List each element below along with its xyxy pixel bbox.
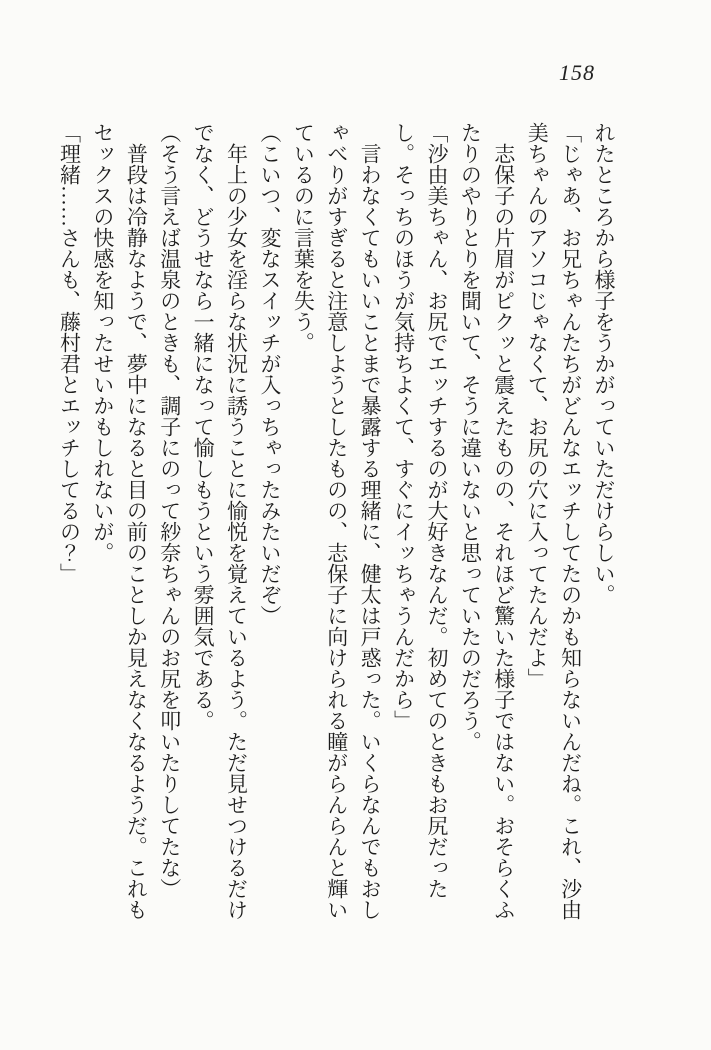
paragraph-narration: 年上の少女を淫らな状況に誘うことに愉悦を覚えているよう。ただ見せつけるだけでなく、どうせなら一緒になって愉しもうという雰囲気である。 [191, 122, 249, 920]
paragraph-dialogue: 「沙由美ちゃん、お尻でエッチするのが大好きなんだ。初めてのときもお尻だったし。そっちのほうが気持ちよくて、すぐにイッちゃうんだから」 [391, 122, 449, 899]
page-number: 158 [559, 60, 595, 85]
paragraph-narration: 志保子の片眉がピクッと震えたものの、それほど驚いた様子ではない。おそらくふたりのやりとりを聞いて、そうに違いないと思っていたのだろう。 [458, 122, 516, 920]
paragraph-inner-thought: （こいつ、変なスイッチが入っちゃったみたいだぞ） [257, 122, 282, 626]
paragraph-narration: 言わなくてもいいことまで暴露する理緒に、健太は戸惑った。いくらなんでもおしゃべりがすぎると注意しようとしたものの、志保子に向けられる瞳がらんらんと輝いているのに言葉を失う。 [291, 122, 383, 920]
paragraph-dialogue: 「じゃあ、お兄ちゃんたちがどんなエッチしてたのかも知らないんだね。これ、沙由美ちゃんのアソコじゃなくて、お尻の穴に入ってたんだよ」 [525, 122, 583, 920]
paragraph-dialogue: 「理緒……さんも、藤村君とエッチしてるの？」 [57, 122, 82, 584]
paragraph-narration: 普段は冷静なようで、夢中になると目の前のことしか見えなくなるようだ。これもセックスの快感を知ったせいかもしれないが。 [90, 122, 149, 920]
paragraph-inner-thought: （そう言えば温泉のときも、調子にのって紗奈ちゃんのお尻を叩いたりしてたな） [157, 122, 182, 899]
paragraph-continuation: れたところから様子をうかがっていただけらしい。 [592, 122, 616, 605]
vertical-text-block [52, 122, 620, 921]
